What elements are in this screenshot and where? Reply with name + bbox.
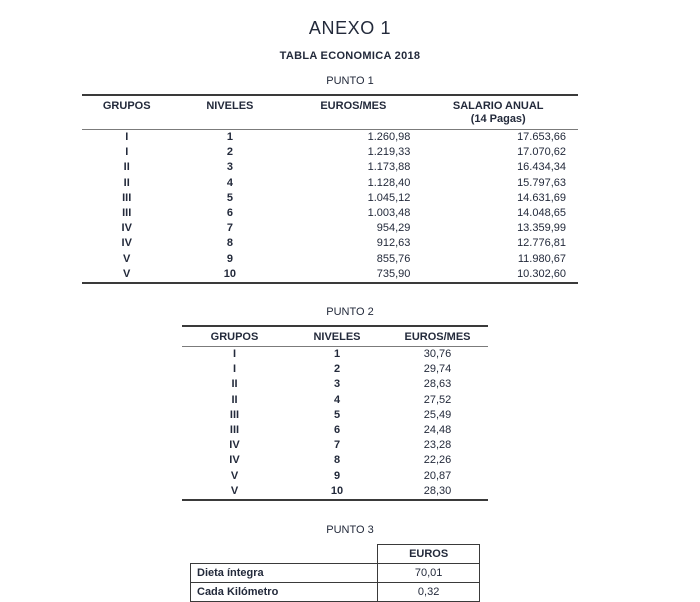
cell-salario-anual: 17.070,62	[517, 146, 566, 159]
cell-euros-mes: 22,26	[423, 454, 452, 467]
cell-euros-mes: 954,29	[376, 222, 411, 235]
cell-grupo: IV	[121, 222, 132, 235]
cell-nivel: 10	[287, 484, 387, 500]
cell-euros-mes: 28,63	[423, 378, 452, 391]
table-punto1-body	[82, 129, 578, 283]
section-label-punto1: PUNTO 1	[326, 75, 374, 87]
cell-euros-mes: 23,28	[423, 439, 452, 452]
cell-euros-mes: 25,49	[423, 408, 452, 421]
cell-grupo: I	[232, 363, 237, 376]
cell-euros-mes: 24,48	[423, 423, 452, 436]
table-punto1	[82, 94, 578, 284]
table-row	[182, 346, 488, 362]
table-row	[191, 583, 480, 602]
cell-grupo: I	[125, 146, 129, 159]
cell-grupo: III	[122, 206, 132, 219]
cell-grupo: IV	[121, 237, 132, 250]
table-row	[82, 176, 578, 191]
cell-grupo: V	[82, 267, 171, 283]
table-punto2-head	[182, 326, 488, 347]
cell-euros-mes: 27,52	[423, 393, 452, 406]
cell-concepto: Cada Kilómetro	[191, 583, 378, 602]
cell-grupo: V	[182, 484, 287, 500]
cell-salario-anual: 10.302,60	[418, 267, 578, 283]
cell-nivel: 2	[226, 146, 233, 159]
cell-euros-mes: 1.045,12	[367, 191, 411, 204]
table-row	[182, 438, 488, 453]
table-row	[82, 236, 578, 251]
table-row	[82, 129, 578, 145]
cell-nivel: 6	[226, 206, 233, 219]
column-header-niveles: NIVELES	[171, 95, 288, 129]
cell-nivel: 10	[171, 267, 288, 283]
cell-grupo: III	[229, 423, 240, 436]
cell-grupo: V	[123, 252, 131, 265]
table-row	[82, 252, 578, 267]
cell-nivel: 3	[226, 161, 233, 174]
table-row	[182, 484, 488, 500]
table-row	[82, 160, 578, 175]
cell-euros-mes: 30,76	[423, 347, 452, 360]
table-row	[82, 206, 578, 221]
cell-grupo: I	[125, 130, 129, 143]
cell-nivel: 7	[226, 222, 233, 235]
cell-concepto: Dieta íntegra	[191, 564, 378, 583]
table-row	[82, 221, 578, 236]
cell-grupo: III	[229, 408, 240, 421]
cell-nivel: 2	[333, 363, 341, 376]
cell-euros: 0,32	[378, 583, 480, 602]
cell-nivel: 3	[333, 378, 341, 391]
cell-euros-mes: 735,90	[288, 267, 418, 283]
table-row	[182, 469, 488, 484]
cell-euros-mes: 1.128,40	[367, 176, 411, 189]
column-header-grupos: GRUPOS	[82, 95, 171, 129]
cell-nivel: 8	[226, 237, 233, 250]
cell-nivel: 6	[333, 423, 341, 436]
cell-grupo: II	[231, 393, 238, 406]
cell-grupo: II	[123, 161, 130, 174]
cell-euros-mes: 912,63	[376, 237, 411, 250]
cell-euros-mes: 1.173,88	[367, 161, 411, 174]
table-punto3-body	[191, 564, 480, 602]
table-punto1-head	[82, 95, 578, 129]
table-punto3-head	[191, 545, 480, 564]
table-row	[182, 408, 488, 423]
column-header-grupos: GRUPOS	[182, 326, 287, 347]
column-header-euros-mes: EUROS/MES	[288, 95, 418, 129]
cell-euros-mes: 1.219,33	[367, 146, 411, 159]
table-header-row	[82, 95, 578, 129]
table-punto2-body	[182, 346, 488, 500]
page-title: ANEXO 1	[308, 18, 392, 38]
cell-euros-mes: 28,30	[387, 484, 488, 500]
cell-nivel: 1	[333, 347, 341, 360]
column-header-salario-anual-title: SALARIO ANUAL	[452, 100, 544, 112]
cell-salario-anual: 14.631,69	[517, 191, 566, 204]
cell-euros-mes: 20,87	[423, 469, 452, 482]
cell-nivel: 9	[333, 469, 341, 482]
cell-grupo: II	[123, 176, 130, 189]
cell-grupo: II	[231, 378, 238, 391]
empty-corner-cell	[191, 545, 378, 564]
cell-grupo: III	[122, 191, 132, 204]
cell-grupo: V	[230, 469, 239, 482]
table-row	[182, 377, 488, 392]
table-row	[191, 564, 480, 583]
cell-nivel: 8	[333, 454, 341, 467]
cell-nivel: 7	[333, 439, 341, 452]
column-header-salario-anual-subtitle: (14 Pagas)	[470, 112, 526, 125]
cell-euros: 70,01	[378, 564, 480, 583]
table-row	[182, 453, 488, 468]
table-punto2	[182, 325, 488, 501]
cell-nivel: 4	[333, 393, 341, 406]
section-label-punto2: PUNTO 2	[326, 305, 374, 318]
cell-nivel: 9	[226, 252, 233, 265]
column-header-euros: EUROS	[378, 545, 480, 564]
cell-salario-anual: 16.434,34	[517, 161, 566, 174]
cell-euros-mes: 29,74	[423, 363, 452, 376]
cell-salario-anual: 12.776,81	[517, 237, 566, 250]
table-row	[82, 145, 578, 160]
cell-grupo: I	[232, 347, 237, 360]
table-row	[182, 423, 488, 438]
cell-nivel: 1	[226, 130, 233, 143]
cell-grupo: IV	[229, 439, 240, 452]
column-header-euros-mes: EUROS/MES	[387, 326, 488, 347]
cell-nivel: 5	[333, 408, 341, 421]
table-row	[182, 393, 488, 408]
cell-salario-anual: 11.980,67	[517, 252, 566, 265]
table-punto3	[190, 544, 480, 602]
cell-salario-anual: 15.797,63	[517, 176, 566, 189]
cell-euros-mes: 1.003,48	[367, 206, 411, 219]
table-header-row	[182, 326, 488, 347]
cell-salario-anual: 14.048,65	[517, 206, 566, 219]
table-header-row	[191, 545, 480, 564]
column-header-salario-anual	[418, 95, 578, 129]
cell-salario-anual: 17.653,66	[517, 130, 566, 143]
column-header-niveles: NIVELES	[287, 326, 387, 347]
cell-euros-mes: 1.260,98	[367, 130, 411, 143]
cell-salario-anual: 13.359,99	[517, 222, 566, 235]
table-row	[82, 267, 578, 283]
page-subtitle: TABLA ECONOMICA 2018	[279, 50, 421, 62]
cell-grupo: IV	[229, 454, 240, 467]
cell-euros-mes: 855,76	[376, 252, 411, 265]
section-label-punto3: PUNTO 3	[326, 524, 374, 536]
table-row	[82, 191, 578, 206]
cell-nivel: 5	[226, 191, 233, 204]
cell-nivel: 4	[226, 176, 233, 189]
table-row	[182, 362, 488, 377]
